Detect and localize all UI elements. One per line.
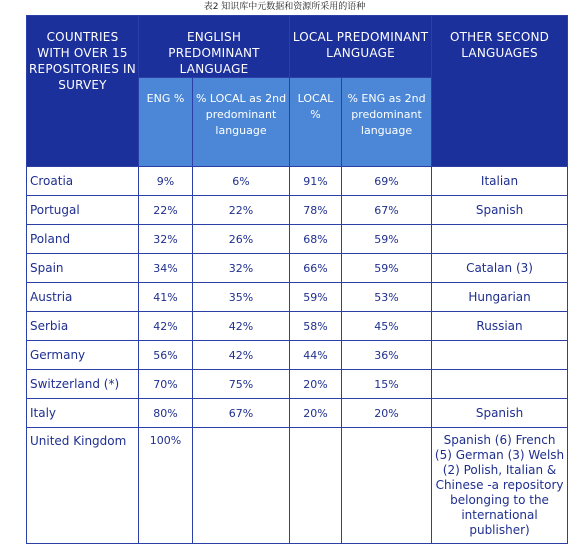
cell-country: Spain xyxy=(27,254,139,283)
cell-local-pct: 44% xyxy=(290,341,342,370)
cell-local-as-2nd: 6% xyxy=(193,167,290,196)
cell-eng-as-2nd: 67% xyxy=(342,196,432,225)
cell-eng-pct: 80% xyxy=(139,399,193,428)
cell-other-languages: Spanish (6) French (5) German (3) Welsh (2) Polish, Italian & Chinese -a repository belonging to the international publisher) xyxy=(432,428,568,544)
cell-eng-pct: 9% xyxy=(139,167,193,196)
subheader-eng-pct: ENG % xyxy=(139,78,193,167)
header-english: ENGLISH PREDOMINANT LANGUAGE xyxy=(139,16,290,78)
cell-local-pct: 68% xyxy=(290,225,342,254)
cell-eng-as-2nd: 59% xyxy=(342,225,432,254)
cell-eng-as-2nd xyxy=(342,428,432,544)
table-row xyxy=(27,167,568,196)
cell-country: Italy xyxy=(27,399,139,428)
cell-other-languages xyxy=(432,341,568,370)
cell-country: Switzerland (*) xyxy=(27,370,139,399)
subheader-local-pct: LOCAL % xyxy=(290,78,342,167)
cell-local-pct: 20% xyxy=(290,370,342,399)
cell-eng-as-2nd: 20% xyxy=(342,399,432,428)
header-local: LOCAL PREDOMINANT LANGUAGE xyxy=(290,16,432,78)
cell-local-as-2nd: 32% xyxy=(193,254,290,283)
cell-eng-as-2nd: 15% xyxy=(342,370,432,399)
header-countries: COUNTRIES WITH OVER 15 REPOSITORIES IN SURVEY xyxy=(27,16,139,167)
cell-eng-pct: 41% xyxy=(139,283,193,312)
cell-eng-as-2nd: 36% xyxy=(342,341,432,370)
cell-local-pct: 20% xyxy=(290,399,342,428)
cell-country: United Kingdom xyxy=(27,428,139,544)
table-row xyxy=(27,399,568,428)
cell-eng-pct: 34% xyxy=(139,254,193,283)
cell-eng-pct: 42% xyxy=(139,312,193,341)
cell-local-pct: 66% xyxy=(290,254,342,283)
cell-eng-pct: 22% xyxy=(139,196,193,225)
cell-other-languages: Russian xyxy=(432,312,568,341)
cell-other-languages: Spanish xyxy=(432,399,568,428)
cell-local-as-2nd: 35% xyxy=(193,283,290,312)
cell-local-pct: 59% xyxy=(290,283,342,312)
table-row xyxy=(27,370,568,399)
cell-local-as-2nd: 67% xyxy=(193,399,290,428)
cell-other-languages: Hungarian xyxy=(432,283,568,312)
cell-country: Croatia xyxy=(27,167,139,196)
cell-eng-as-2nd: 45% xyxy=(342,312,432,341)
cell-eng-as-2nd: 59% xyxy=(342,254,432,283)
cell-other-languages: Spanish xyxy=(432,196,568,225)
cell-eng-pct: 56% xyxy=(139,341,193,370)
cell-eng-as-2nd: 53% xyxy=(342,283,432,312)
table-row xyxy=(27,283,568,312)
cell-country: Germany xyxy=(27,341,139,370)
cell-other-languages xyxy=(432,225,568,254)
table-row xyxy=(27,428,568,544)
subheader-local-as-2nd: % LOCAL as 2nd predominant language xyxy=(193,78,290,167)
header-other: OTHER SECOND LANGUAGES xyxy=(432,16,568,167)
cell-eng-as-2nd: 69% xyxy=(342,167,432,196)
cell-local-as-2nd: 42% xyxy=(193,312,290,341)
cell-local-pct: 91% xyxy=(290,167,342,196)
table-caption: 表2 知识库中元数据和资源所采用的语种 xyxy=(203,2,366,12)
table-row xyxy=(27,341,568,370)
cell-country: Portugal xyxy=(27,196,139,225)
language-table xyxy=(26,15,568,544)
cell-country: Serbia xyxy=(27,312,139,341)
cell-eng-pct: 100% xyxy=(139,428,193,544)
header-row xyxy=(27,16,568,78)
cell-local-pct xyxy=(290,428,342,544)
cell-local-as-2nd: 22% xyxy=(193,196,290,225)
cell-other-languages: Catalan (3) xyxy=(432,254,568,283)
cell-eng-pct: 32% xyxy=(139,225,193,254)
cell-other-languages: Italian xyxy=(432,167,568,196)
cell-country: Austria xyxy=(27,283,139,312)
subheader-eng-as-2nd: % ENG as 2nd predominant language xyxy=(342,78,432,167)
table-row xyxy=(27,312,568,341)
cell-local-as-2nd xyxy=(193,428,290,544)
cell-local-as-2nd: 42% xyxy=(193,341,290,370)
table-row xyxy=(27,225,568,254)
cell-local-pct: 58% xyxy=(290,312,342,341)
cell-local-pct: 78% xyxy=(290,196,342,225)
cell-local-as-2nd: 26% xyxy=(193,225,290,254)
cell-other-languages xyxy=(432,370,568,399)
cell-eng-pct: 70% xyxy=(139,370,193,399)
cell-local-as-2nd: 75% xyxy=(193,370,290,399)
table-row xyxy=(27,196,568,225)
cell-country: Poland xyxy=(27,225,139,254)
table-row xyxy=(27,254,568,283)
